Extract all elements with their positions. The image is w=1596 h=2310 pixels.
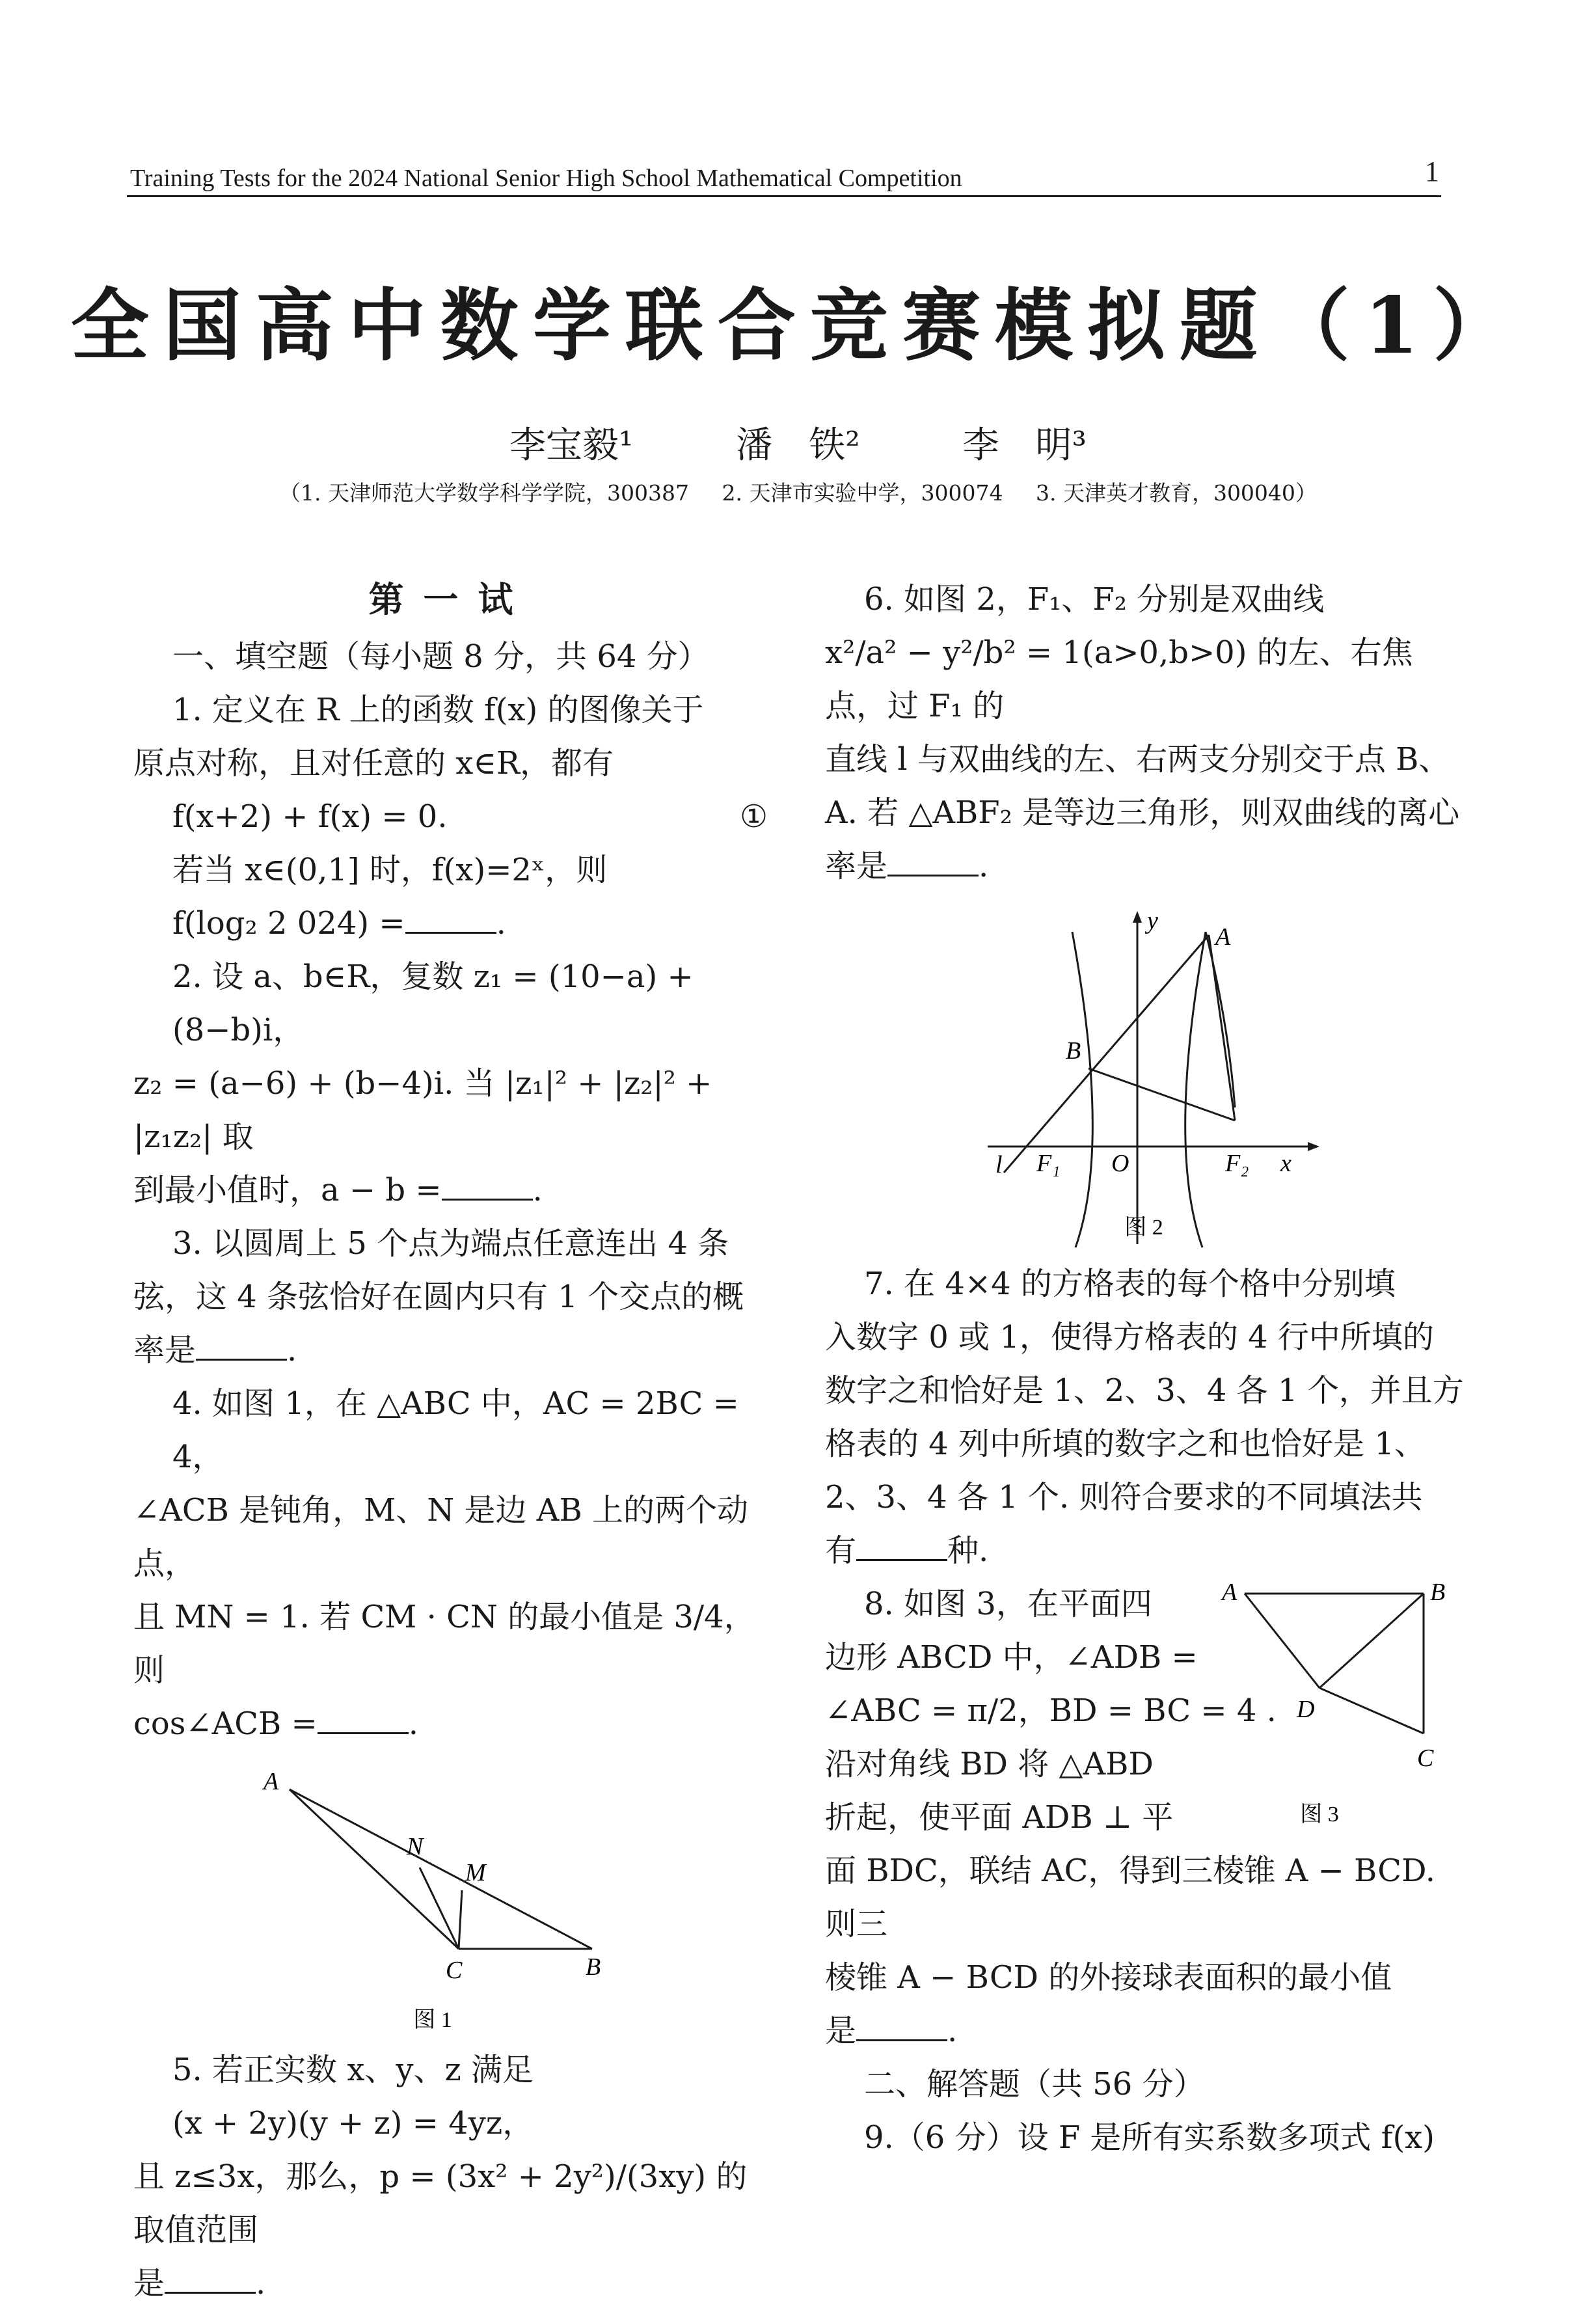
label-A: A [1222, 1579, 1238, 1606]
answer-blank [856, 1533, 947, 1561]
figure-3-diagram [1209, 1577, 1469, 1851]
q6-line: 率是 . [825, 848, 989, 884]
q5-line: 5. 若正实数 x、y、z 满足 [172, 2052, 534, 2088]
q8-line: 是 . [825, 2013, 958, 2049]
answer-blank [887, 849, 979, 876]
q6-line: x²/a² − y²/b² = 1(a>0,b>0) 的左、右焦点，过 F₁ 的 [825, 634, 1413, 724]
label-O: O [1111, 1150, 1129, 1177]
q7-text: 种. [947, 1532, 989, 1569]
label-C: C [446, 1957, 463, 1984]
affiliations [0, 476, 1596, 507]
segment-CM [459, 1890, 462, 1949]
q9-line: 9.（6 分）设 F 是所有实系数多项式 f(x) [864, 2119, 1435, 2156]
left-column [133, 573, 768, 2310]
page-number: 1 [1425, 156, 1439, 187]
label-N: N [407, 1833, 424, 1860]
q4-line: 且 MN = 1. 若 CM · CN 的最小值是 3/4，则 [133, 1599, 755, 1689]
part-heading: 一、填空题（每小题 8 分，共 64 分） [172, 638, 709, 675]
label-C: C [1417, 1745, 1434, 1772]
segment-CN [420, 1868, 459, 1949]
q2-text: 到最小值时，a − b = [133, 1172, 442, 1208]
q2-line: 到最小值时，a − b = . [133, 1172, 543, 1208]
segment-AC [290, 1789, 459, 1949]
q6-line: 6. 如图 2，F₁、F₂ 分别是双曲线 [864, 581, 1325, 618]
answer-blank [442, 1173, 533, 1201]
figure-2-diagram [825, 893, 1469, 1257]
q7-text: 有 [825, 1532, 857, 1569]
q7-line: 7. 在 4×4 的方格表的每个格中分别填 [864, 1266, 1396, 1302]
q6-line: A. 若 △ABF₂ 是等边三角形，则双曲线的离心 [825, 795, 1460, 831]
figure-1-diagram [133, 1757, 768, 2043]
q3-line: 3. 以圆周上 5 个点为端点任意连出 4 条 [172, 1225, 729, 1262]
answer-blank [856, 2013, 947, 2041]
figure-1 [133, 1757, 768, 2043]
q7-line: 入数字 0 或 1，使得方格表的 4 行中所填的 [825, 1319, 1434, 1355]
q2-line: 2. 设 a、b∈R，复数 z₁ = (10−a) + (8−b)i， [172, 958, 694, 1048]
q8-line: 边形 ABCD 中，∠ADB = [825, 1639, 1198, 1676]
q4-line: 4. 如图 1，在 △ABC 中，AC = 2BC = 4， [172, 1385, 739, 1475]
label-y: y [1147, 907, 1158, 934]
label-B: B [586, 1953, 601, 1981]
q8-text: 是 [825, 2013, 857, 2049]
q1-line: 若当 x∈(0,1] 时，f(x)=2ˣ，则 [172, 852, 608, 888]
q5-line: 是 . [133, 2265, 266, 2302]
paper-title: 全国高中数学联合竞赛模拟题（1） [70, 280, 1526, 372]
q3-line: 率是 . [133, 1332, 297, 1368]
header-rule [127, 195, 1441, 197]
q8-line: ∠ABC = π/2，BD = BC = 4 . [825, 1692, 1277, 1729]
q4-line: ∠ACB 是钝角，M、N 是边 AB 上的两个动点， [133, 1492, 749, 1582]
authors [0, 416, 1596, 469]
right-column [825, 573, 1469, 2164]
figure-2 [825, 893, 1469, 1257]
section-heading: 第一试 [368, 578, 533, 620]
label-B: B [1066, 1037, 1081, 1065]
q7-line: 数字之和恰好是 1、2、3、4 各 1 个，并且方 [825, 1372, 1464, 1409]
affiliation-1: （1. 天津师范大学数学科学学院，300387 [279, 480, 690, 506]
segment-AB [290, 1789, 592, 1949]
q6-line: 直线 l 与双曲线的左、右两支分别交于点 B、 [825, 741, 1450, 778]
q5-line: 且 z≤3x，那么，p = (3x² + 2y²)/(3xy) 的取值范围 [133, 2158, 748, 2248]
q3-line: 弦，这 4 条弦恰好在圆内只有 1 个交点的概 [133, 1279, 744, 1315]
author-3: 李 明³ [962, 424, 1087, 467]
q8-line: 棱锥 A − BCD 的外接球表面积的最小值 [825, 1959, 1392, 1996]
segment-DB [1319, 1594, 1424, 1688]
label-l: l [995, 1151, 1003, 1178]
affiliation-2: 2. 天津市实验中学，300074 [722, 480, 1003, 506]
q7-line [825, 1524, 1469, 1577]
label-F2: F₂ [1225, 1150, 1249, 1177]
q5-equation: (x + 2y)(y + z) = 4yz， [172, 2105, 534, 2141]
q8-block [825, 1577, 1469, 2058]
label-x: x [1280, 1150, 1292, 1177]
affiliation-3: 3. 天津英才教育，300040） [1035, 480, 1317, 506]
q7-line: 2、3、4 各 1 个. 则符合要求的不同填法共 [825, 1479, 1423, 1515]
figure-1-caption: 图 1 [413, 2008, 452, 2032]
q3-text: 率是 [133, 1332, 196, 1368]
q8-line: 面 BDC，联结 AC，得到三棱锥 A − BCD. 则三 [825, 1853, 1435, 1942]
q1-eq-text: f(x+2) + f(x) = 0. [172, 798, 448, 835]
q1-text: f(log₂ 2 024) = [172, 905, 405, 942]
answer-blank [196, 1333, 287, 1361]
q1-line: 1. 定义在 R 上的函数 f(x) 的图像关于 [172, 692, 704, 728]
label-B: B [1430, 1579, 1446, 1606]
q7-line: 格表的 4 列中所填的数字之和也恰好是 1、 [825, 1426, 1426, 1462]
segment-DC [1319, 1688, 1424, 1733]
author-2: 潘 铁² [736, 424, 860, 467]
figure-2-caption: 图 2 [1124, 1216, 1163, 1240]
part2-heading: 二、解答题（共 56 分） [864, 2066, 1205, 2102]
segment-BF2 [1089, 1068, 1235, 1121]
q2-line: z₂ = (a−6) + (b−4)i. 当 |z₁|² + |z₂|² + |z₁z₂| 取 [133, 1065, 712, 1155]
label-M: M [465, 1859, 486, 1886]
q1-equation [133, 790, 768, 843]
q1-line: 原点对称，且对任意的 x∈R，都有 [133, 745, 614, 781]
y-arrow [1133, 911, 1142, 923]
q8-line: 折起，使平面 ADB ⊥ 平 [825, 1799, 1174, 1836]
q5-text: 是 [133, 2265, 165, 2302]
figure-3-caption: 图 3 [1300, 1802, 1339, 1827]
q6-text: 率是 [825, 848, 888, 884]
label-F1: F₁ [1036, 1150, 1061, 1177]
right-branch [1185, 932, 1206, 1247]
q8-line: 8. 如图 3，在平面四 [864, 1586, 1152, 1622]
q8-line: 沿对角线 BD 将 △ABD [825, 1746, 1154, 1782]
label-D: D [1297, 1696, 1315, 1723]
label-A: A [264, 1768, 279, 1795]
answer-blank [405, 906, 496, 934]
label-A: A [1215, 923, 1231, 951]
author-1: 李宝毅¹ [509, 424, 634, 467]
answer-blank [318, 1706, 409, 1734]
q4-text: cos∠ACB = [133, 1705, 318, 1742]
segment-AD [1245, 1594, 1319, 1688]
equation-label: ① [739, 798, 768, 835]
answer-blank [165, 2266, 256, 2294]
x-arrow [1308, 1142, 1319, 1151]
segment-AF2 [1209, 935, 1235, 1121]
q1-line: f(log₂ 2 024) = . [172, 905, 506, 942]
q4-line: cos∠ACB = . [133, 1705, 419, 1742]
line-l [1004, 935, 1209, 1173]
running-header: Training Tests for the 2024 National Senior High School Mathematical Competition [130, 165, 962, 192]
